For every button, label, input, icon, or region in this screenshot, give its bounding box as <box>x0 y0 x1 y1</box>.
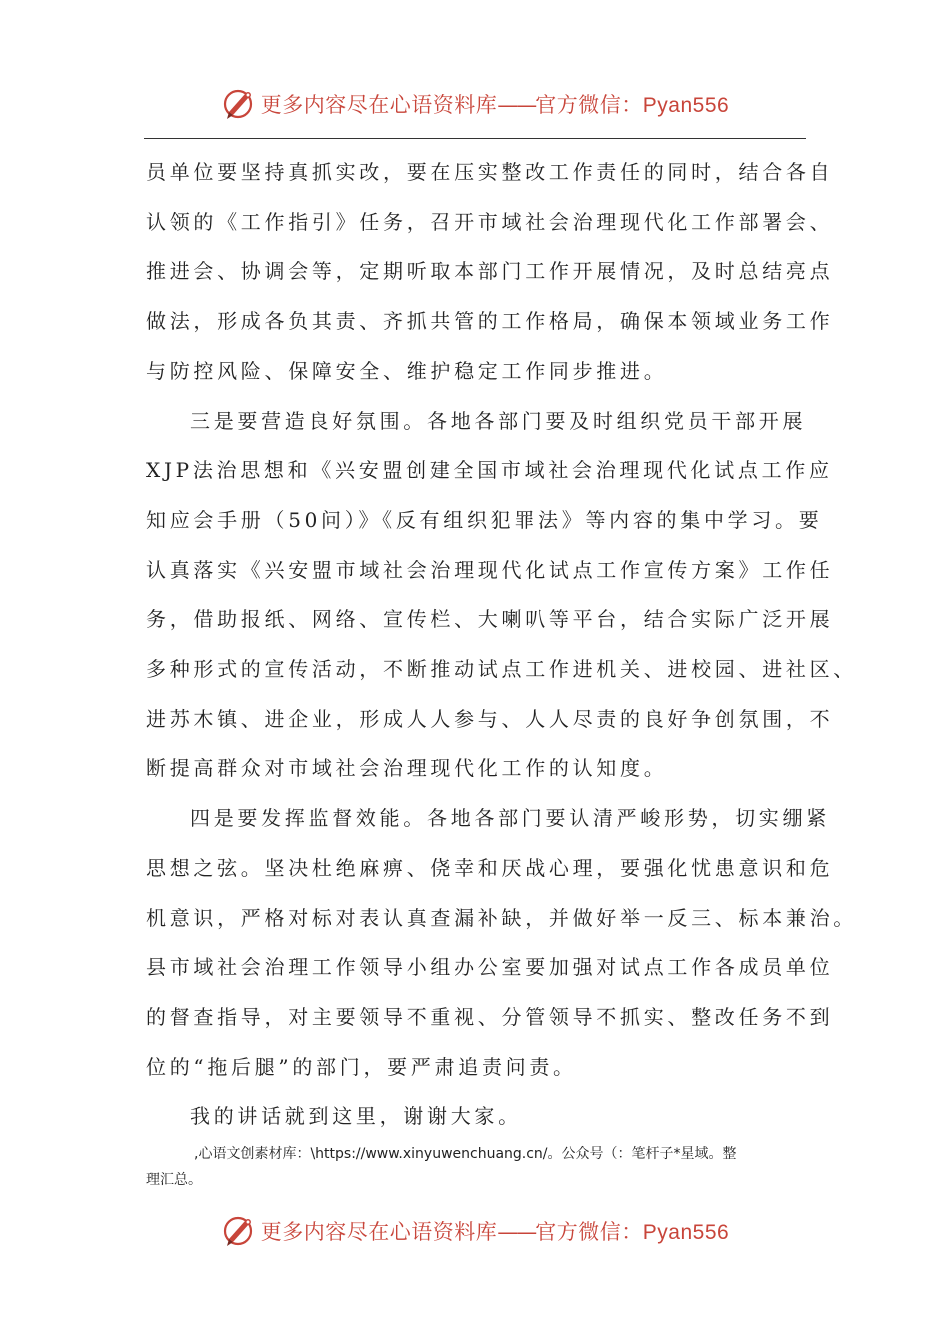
document-body <box>146 148 857 1142</box>
body-line: 知应会手册（50问）》《反有组织犯罪法》等内容的集中学习。要 <box>146 507 823 532</box>
footnote <box>146 1141 816 1193</box>
banner-official-text: 官方微信： <box>535 93 643 117</box>
body-line: 县市域社会治理工作领导小组办公室要加强对试点工作各成员单位 <box>146 955 834 980</box>
body-line: XJP法治思想和《兴安盟创建全国市域社会治理现代化试点工作应 <box>146 458 833 483</box>
body-line: 推进会、协调会等，定期听取本部门工作开展情况，及时总结亮点 <box>146 259 834 284</box>
pen-brush-logo-icon <box>221 86 257 122</box>
body-line: 断提高群众对市域社会治理现代化工作的认知度。 <box>146 756 668 781</box>
banner-main-text: 更多内容尽在心语资料库 <box>260 93 498 117</box>
body-line: 认领的《工作指引》任务，召开市域社会治理现代化工作部署会、 <box>146 209 834 234</box>
banner-wechat-id: Pyan556 <box>642 1221 730 1244</box>
banner-text <box>261 1216 729 1246</box>
body-line: 进苏木镇、进企业，形成人人参与、人人尽责的良好争创氛围，不 <box>146 706 834 731</box>
header-divider <box>144 138 806 139</box>
footer-banner <box>0 1207 950 1255</box>
body-line: 思想之弦。坚决杜绝麻痹、侥幸和厌战心理，要强化忧患意识和危 <box>146 855 834 880</box>
body-line: 务，借助报纸、网络、宣传栏、大喇叭等平台，结合实际广泛开展 <box>146 607 834 632</box>
footnote-line: ,心语文创素材库：\https://www.xinyuwenchuang.cn/。公众号（：笔杆子*星域。整 <box>194 1146 737 1162</box>
banner-official-text: 官方微信： <box>535 1220 643 1244</box>
body-line: 的督查指导，对主要领导不重视、分管领导不抓实、整改任务不到 <box>146 1004 834 1029</box>
banner-dash: —— <box>497 93 536 117</box>
banner-dash: —— <box>497 1220 536 1244</box>
body-line: 三是要营造良好氛围。各地各部门要及时组织党员干部开展 <box>190 408 807 433</box>
body-line: 认真落实《兴安盟市域社会治理现代化试点工作宣传方案》工作任 <box>146 557 834 582</box>
body-line: 位的“拖后腿”的部门，要严肃追责问责。 <box>146 1054 577 1079</box>
banner-wechat-id: Pyan556 <box>642 94 730 117</box>
pen-brush-logo-icon <box>221 1213 257 1249</box>
body-line: 做法，形成各负其责、齐抓共管的工作格局，确保本领域业务工作 <box>146 309 834 334</box>
body-line: 机意识，严格对标对表认真查漏补缺，并做好举一反三、标本兼治。 <box>146 905 857 930</box>
footnote-line: 理汇总。 <box>146 1172 202 1188</box>
body-line: 我的讲话就到这里，谢谢大家。 <box>190 1104 522 1129</box>
body-line: 员单位要坚持真抓实改，要在压实整改工作责任的同时，结合各自 <box>146 160 834 184</box>
body-line: 多种形式的宣传活动，不断推动试点工作进机关、进校园、进社区、 <box>146 657 857 682</box>
banner-main-text: 更多内容尽在心语资料库 <box>260 1220 498 1244</box>
header-banner <box>0 80 950 128</box>
body-line: 与防控风险、保障安全、维护稳定工作同步推进。 <box>146 358 668 383</box>
body-line: 四是要发挥监督效能。各地各部门要认清严峻形势，切实绷紧 <box>190 806 830 831</box>
banner-text <box>261 89 729 119</box>
